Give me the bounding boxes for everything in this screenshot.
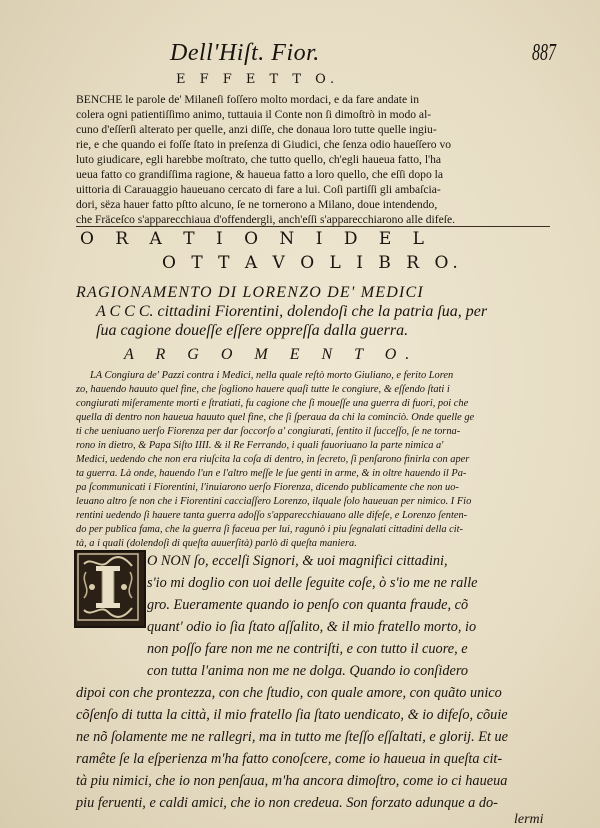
- argomento-line: rentini uedendo ſi hauere tanta guerra adoſſo s'apparecchiauano alle difeſe, e Lorenzo ſenten-: [76, 510, 468, 521]
- section-title: E F F E T T O.: [176, 72, 340, 87]
- body-line: ramête ſe la eſperienza m'ha fatto conoſcere, come io haueua in queſta cit-: [76, 751, 503, 767]
- paragraph-line: cuno d'eſſerſi alterato per quelle, anzi diſſe, che donaua loro tutte quelle ingiu-: [76, 123, 437, 136]
- argomento-line: ti che ueniuano uerſo Fiorenza per dar ſoccorſo a' congiurati, ſentito il ſucceſſo, ſe ne torna-: [76, 426, 461, 437]
- ragionamento-heading: RAGIONAMENTO DI LORENZO DE' MEDICI: [76, 284, 424, 301]
- body-line: con tutta l'anima non me ne dolga. Quando io conſidero: [147, 663, 468, 679]
- paragraph-line: uittoria di Carauaggio haueuano cercato di fare a lui. Coſi partiſſi gli ambaſcia-: [76, 183, 441, 196]
- paragraph-line: che Fräceſco s'apparecchiaua d'offendergli, anch'eſſi s'apparecchiarono alle difeſe.: [76, 213, 456, 226]
- body-line: cõſenſo di tutta la città, il mio fratello ſia ſtato uendicato, & io difeſo, cõuie: [76, 707, 508, 723]
- ragionamento-subheading: A C C C. cittadini Fiorentini, dolendoſi che la patria ſua, per: [96, 303, 488, 320]
- ragionamento-subheading-2: ſua cagione doueſſe eſſere oppreſſa dalla guerra.: [96, 322, 409, 339]
- body-line: non poſſo fare non me ne contriſti, e con tutto il cuore, e: [147, 641, 468, 657]
- body-line: gro. Eueramente quando io penſo con quanta fraude, cõ: [147, 597, 469, 613]
- paragraph-line: BENCHE le parole de' Milaneſi foſſero molto mordaci, e da fare andate in: [76, 93, 420, 106]
- paragraph-line: rie, e che quando ei foſſe ſtato in preſenza di Giudici, che ſenza odio haueſſero vo: [76, 138, 452, 151]
- argomento-line: leuano altro ſe non che i Fiorentini cacciaſſero Lorenzo, ilquale ſolo haueuan per nimico. I Fio: [76, 496, 472, 507]
- ornament-icon: [76, 552, 140, 622]
- paragraph-line: ueua fatto co grandiſſima ragione, & haueua fatto a loro quello, che eſſi dopo la: [76, 168, 444, 181]
- orationi-title-line-1: O R A T I O N I D E L: [80, 229, 432, 249]
- divider-rule: [76, 226, 550, 227]
- argomento-line: tà, a i quali (dolendoſi di queſta auuerſità) parlò di queſta maniera.: [76, 538, 357, 549]
- catchword: lermi: [514, 812, 544, 827]
- argomento-line: LA Congiura de' Pazzi contra i Medici, nella quale reſtò morto Giuliano, e ferito Loren: [90, 370, 454, 381]
- argomento-line: congiurati miſeramente morti e ſtratiati, fu cagione che ſi moueſſe una guerra di fuori, poi che: [76, 398, 469, 409]
- paragraph-line: dori, sëza hauer fatto pſtto alcuno, ſe ne tornerono a Milano, doue intendendo,: [76, 198, 438, 211]
- argomento-line: zo, hauendo hauuto quel fine, che ſogliono hauere quaſi tutte le congiure, & eſſendo ſtati i: [76, 384, 450, 395]
- argomento-line: do per publica fama, che la guerra ſi faceua per lui, ragunò i piu ſegnalati cittadini della cit-: [76, 524, 464, 535]
- body-line: ne nõ ſolamente me ne rallegri, ma in tutto me ſteſſo eſſaltati, e glorij. Et ue: [76, 729, 509, 745]
- argomento-line: pa ſcommunicati i Fiorentini, l'inuiarono uerſo Fiorenza, dicendo publicamente che non uo-: [76, 482, 459, 493]
- body-line: piu feruenti, e caldi amici, che io non credeua. Son forzato adunque a do-: [76, 795, 498, 811]
- body-line: tà piu nimici, che io non penſaua, m'ha ancora dimoſtro, come io ci haueua: [76, 773, 508, 789]
- running-header: Dell'Hiſt. Fior.: [170, 40, 320, 66]
- body-line: s'io mi doglio con uoi delle ſeguite coſe, ò s'io me ne ralle: [147, 575, 478, 591]
- paragraph-line: luto giudicare, egli harebbe moſtrato, che tutto quello, ch'egli haueua fatto, l'ha: [76, 153, 442, 166]
- page-number: 887: [532, 40, 557, 66]
- decorated-initial-letter: [74, 550, 146, 628]
- paragraph-line: colera ogni patientiſſimo animo, tuttauia il Conte non ſi dimoſtrò in modo al-: [76, 108, 432, 121]
- orationi-title-line-2: O T T A V O L I B R O.: [162, 253, 463, 273]
- body-line: quant' odio io ſia ſtato aſſalito, & il mio fratello morto, io: [147, 619, 477, 635]
- argomento-line: Medici, uedendo che non era riuſcita la coſa di dentro, in ſecreto, ſi penſarono finirla con aper: [76, 454, 470, 465]
- argomento-title: A R G O M E N T O.: [124, 346, 419, 363]
- argomento-line: ta guerra. Là onde, hauendo l'un e l'altro meſſe le ſue genti in arme, & in oltre hauendo il Pa-: [76, 468, 467, 479]
- body-line: O NON ſo, eccelſi Signori, & uoi magnifici cittadini,: [147, 553, 448, 569]
- body-line: dipoi con che prontezza, con che ſtudio, con quale amore, con quãto unico: [76, 685, 502, 701]
- argomento-line: quella di dentro non haueua hauuto quel fine, che ſi ſperaua da chi la cominciò. Onde quelle ge: [76, 412, 475, 423]
- argomento-line: rono in dietro, & Papa Siſto IIII. & il Re Ferrando, i quali fauoriuano la parte nimica a': [76, 440, 444, 451]
